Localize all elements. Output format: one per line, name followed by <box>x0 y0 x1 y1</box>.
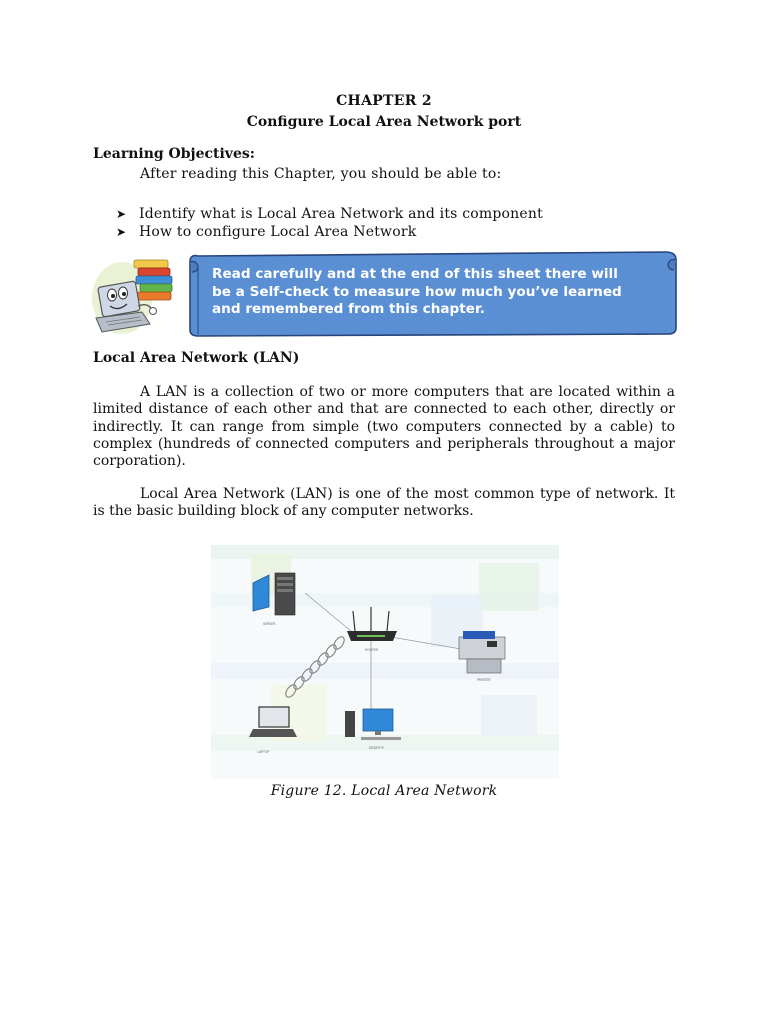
objective-text: Identify what is Local Area Network and its component <box>139 206 543 222</box>
learning-objectives-intro: After reading this Chapter, you should be able to: <box>140 166 502 182</box>
objectives-list <box>116 205 543 241</box>
objective-item <box>116 205 543 223</box>
lan-paragraph-2 <box>93 486 675 521</box>
bullet-arrow-icon: ➤ <box>116 207 127 221</box>
chapter-title: Configure Local Area Network port <box>246 114 522 130</box>
printer-label: PRINTER <box>477 678 491 682</box>
banner-line: Read carefully and at the end of this sheet there will <box>212 266 618 282</box>
learning-objectives-heading: Learning Objectives: <box>93 146 255 162</box>
desktop-label: DESKTOP <box>369 746 384 750</box>
lan-section-heading: Local Area Network (LAN) <box>93 350 300 366</box>
objective-text: How to configure Local Area Network <box>139 224 417 240</box>
banner-text <box>212 266 667 319</box>
chapter-number: CHAPTER 2 <box>336 93 432 109</box>
lan-paragraph-1-text: A LAN is a collection of two or more computers that are located within a limited distance of each other and that are connected to each other, directly or indirectly. It can range from simple (two computers connected by a cable) to complex (hundreds of connected computers and peripherals throughout a major corporation). <box>93 384 675 470</box>
lan-paragraph-2-text: Local Area Network (LAN) is one of the most common type of network. It is the basic building block of any computer networks. <box>93 486 675 520</box>
server-label: SERVER <box>263 622 276 626</box>
objective-item <box>116 223 543 241</box>
lan-figure <box>211 545 559 779</box>
laptop-label: LAPTOP <box>257 750 270 754</box>
banner-line: be a Self-check to measure how much you’ve learned <box>212 283 622 300</box>
bullet-arrow-icon: ➤ <box>116 225 127 239</box>
router-label: ROUTER <box>365 648 379 652</box>
lan-paragraph-1 <box>93 384 675 470</box>
figure-caption: Figure 12. Local Area Network <box>270 783 498 799</box>
mascot-books-laptop-icon <box>92 254 182 340</box>
banner-line: and remembered from this chapter. <box>212 301 485 317</box>
